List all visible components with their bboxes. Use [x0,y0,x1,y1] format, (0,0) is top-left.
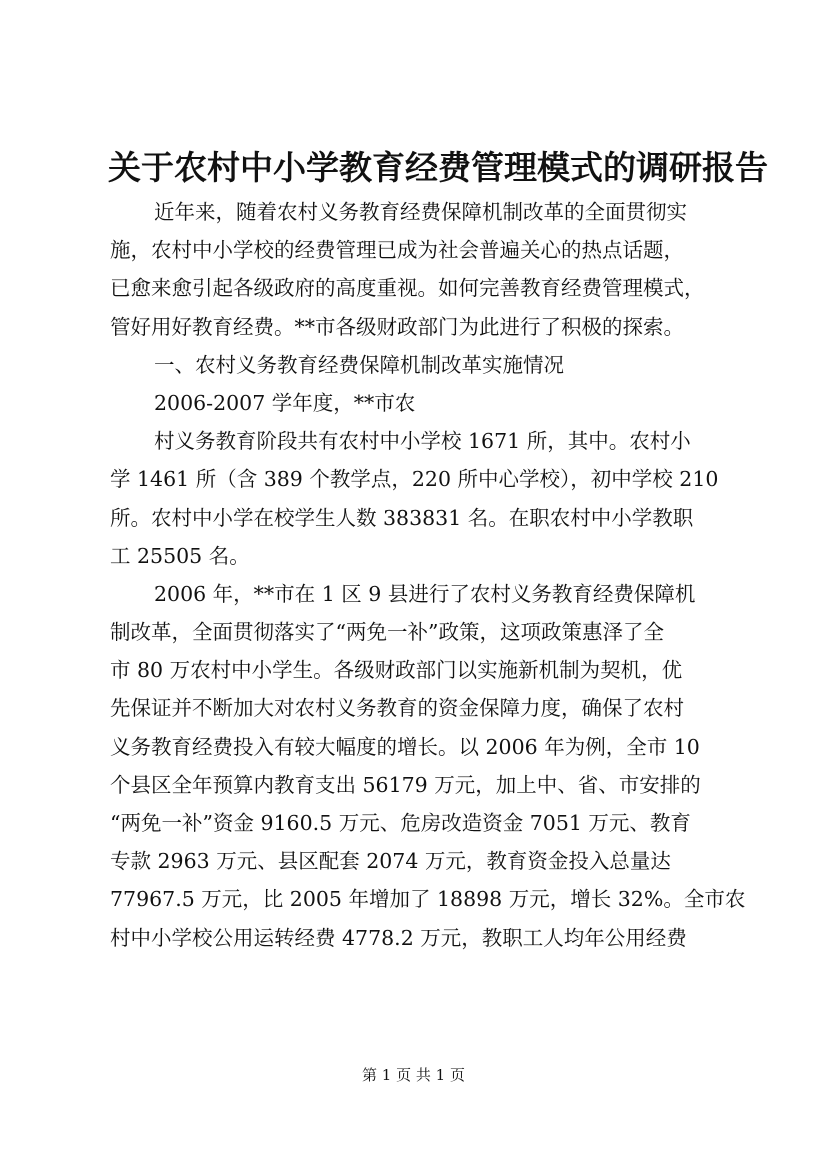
body-line: 所。农村中小学在校学生人数 383831 名。在职农村中小学教职 [110,505,694,530]
body-line: 学 1461 所（含 389 个教学点，220 所中心学校），初中学校 210 [110,467,719,492]
body-line: 制改革，全面贯彻落实了“两免一补”政策，这项政策惠泽了全 [110,620,664,645]
document-body [110,193,746,957]
body-line: 个县区全年预算内教育支出 56179 万元，加上中、省、市安排的 [110,772,701,797]
document-title: 关于农村中小学教育经费管理模式的调研报告 [108,148,768,187]
body-line: “两免一补”资金 9160.5 万元、危房改造资金 7051 万元、教育 [110,811,691,835]
body-line: 义务教育经费投入有较大幅度的增长。以 2006 年为例，全市 10 [110,734,700,759]
body-line: 先保证并不断加大对农村义务教育的资金保障力度，确保了农村 [110,696,684,721]
section-heading: 一、农村义务教育经费保障机制改革实施情况 [154,352,564,377]
body-line: 工 25505 名。 [110,543,250,568]
body-line: 市 80 万农村中小学生。各级财政部门以实施新机制为契机，优 [110,658,683,683]
body-line: 施，农村中小学校的经费管理已成为社会普遍关心的热点话题， [110,238,684,263]
body-line: 近年来，随着农村义务教育经费保障机制改革的全面贯彻实 [154,200,687,224]
body-line: 77967.5 万元，比 2005 年增加了 18898 万元，增长 32%。全市农 [110,887,746,912]
body-line: 专款 2963 万元、县区配套 2074 万元，教育资金投入总量达 [110,849,671,874]
page-number: 第 1 页 共 1 页 [362,1066,465,1084]
body-line: 村中小学校公用运转经费 4778.2 万元，教职工人均年公用经费 [110,925,687,950]
body-line: 2006-2007 学年度，**市农 [154,390,416,415]
body-line: 已愈来愈引起各级政府的高度重视。如何完善教育经费管理模式， [110,276,705,301]
body-line: 村义务教育阶段共有农村中小学校 1671 所，其中。农村小 [154,429,691,454]
body-line: 2006 年，**市在 1 区 9 县进行了农村义务教育经费保障机 [154,581,696,606]
body-line: 管好用好教育经费。**市各级财政部门为此进行了积极的探索。 [110,314,684,339]
